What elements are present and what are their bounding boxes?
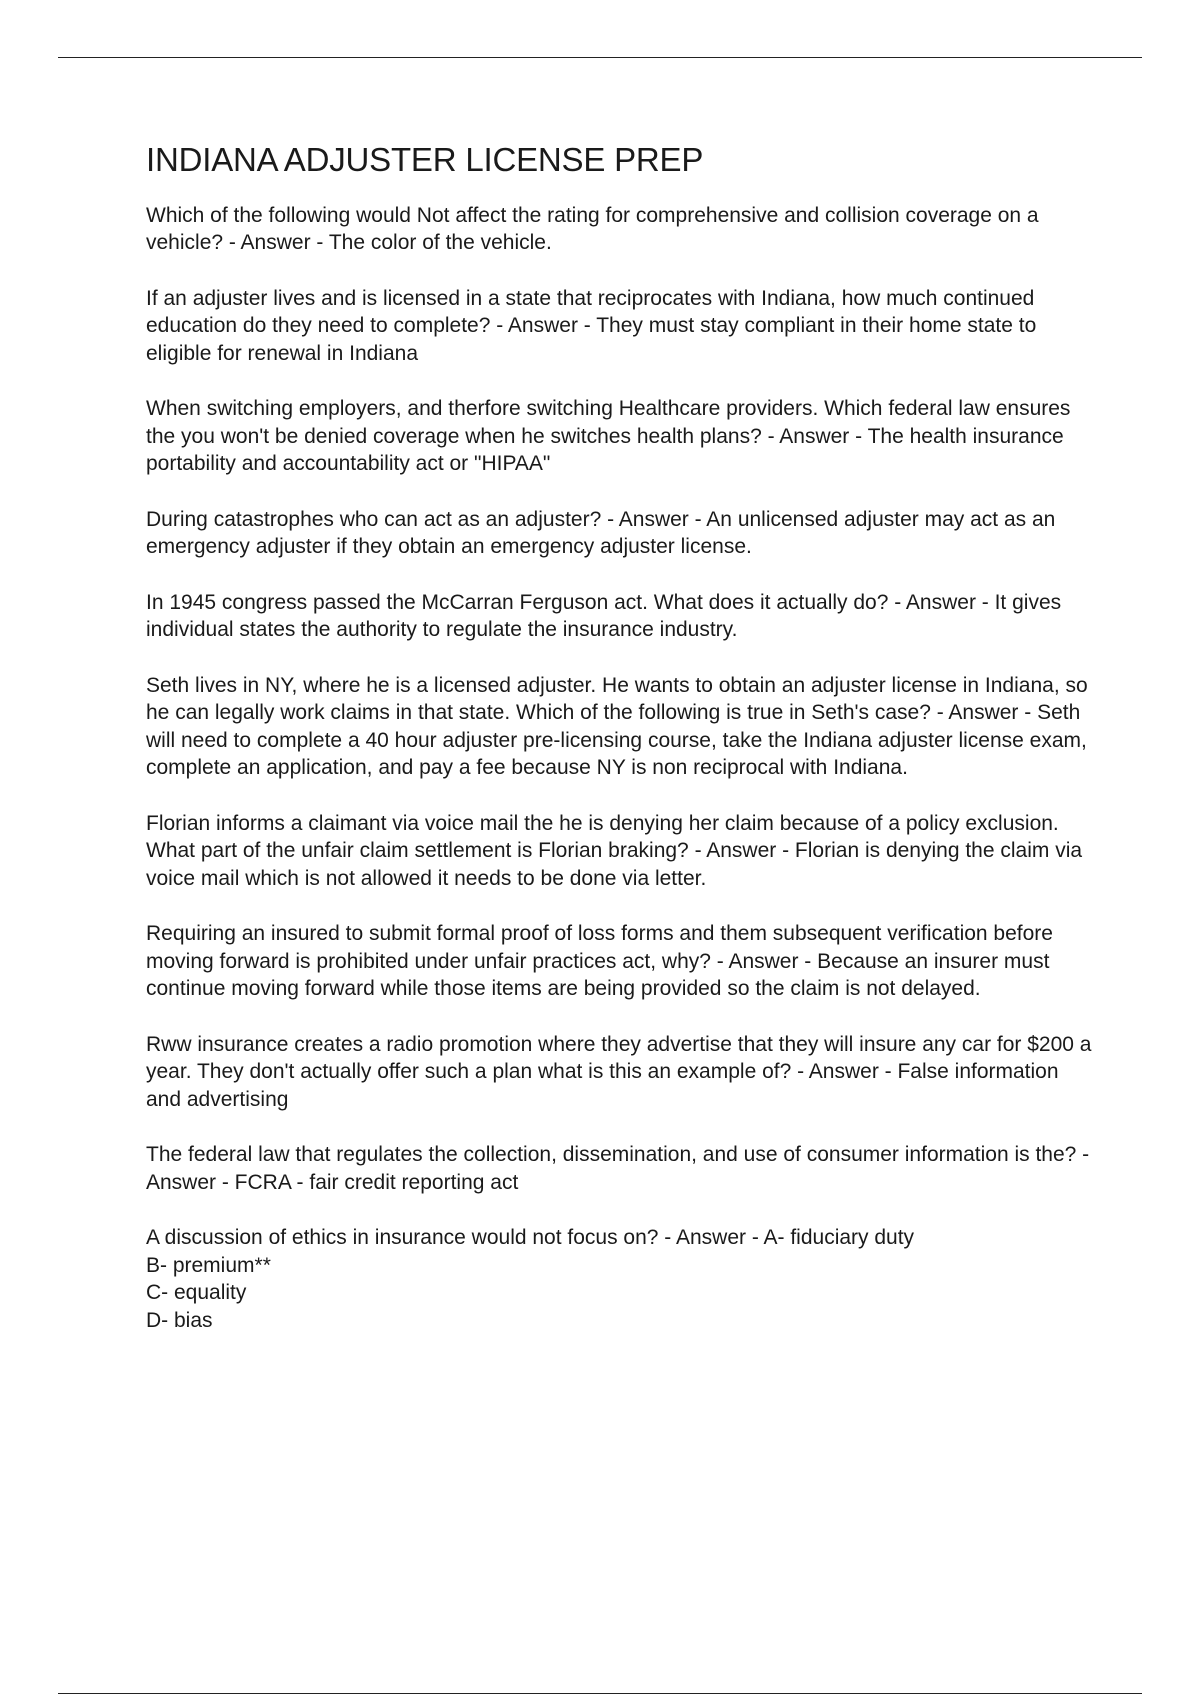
qa-item: The federal law that regulates the collection, dissemination, and use of consumer information is the? - Answer - FCRA - fair credit reporting act [146, 1143, 1090, 1194]
bottom-rule [58, 1693, 1142, 1694]
qa-item: Florian informs a claimant via voice mail the he is denying her claim because of a policy exclusion. What part of the unfair claim settlement is Florian braking? - Answer - Florian is denying the claim via voice mail which is not allowed it needs to be done via letter. [146, 811, 1083, 890]
qa-item: A discussion of ethics in insurance would not focus on? - Answer - A- fiduciary duty B- premium** C- equality D- bias [146, 1226, 915, 1332]
top-rule [58, 57, 1142, 58]
document-title: INDIANA ADJUSTER LICENSE PREP [146, 141, 704, 178]
qa-item: Seth lives in NY, where he is a licensed adjuster. He wants to obtain an adjuster license in Indiana, so he can legally work claims in that state. Which of the following is true in Seth's case? - Answer - Seth will need to complete a 40 hour adjuster pre-licensing course, take the Indiana adjuster license exam, complete an application, and pay a fee because NY is non reciprocal with Indiana. [146, 673, 1088, 780]
document-body [146, 140, 1096, 1362]
qa-list [146, 202, 1096, 1335]
qa-item: During catastrophes who can act as an adjuster? - Answer - An unlicensed adjuster may act as an emergency adjuster if they obtain an emergency adjuster license. [146, 507, 1056, 559]
qa-item: When switching employers, and therfore switching Healthcare providers. Which federal law ensures the you won't be denied coverage when he switches health plans? - Answer - The health insurance portability and accountability act or "HIPAA" [146, 397, 1071, 476]
qa-item: If an adjuster lives and is licensed in a state that reciprocates with Indiana, how much continued education do they need to complete? - Answer - They must stay compliant in their home state to eligible for renewal in Indiana [146, 286, 1037, 365]
qa-item: Which of the following would Not affect the rating for comprehensive and collision coverage on a vehicle? - Answer - The color of the vehicle. [146, 203, 1039, 255]
qa-item: Rww insurance creates a radio promotion where they advertise that they will insure any car for $200 a year. They don't actually offer such a plan what is this an example of? - Answer - False information and advertising [146, 1032, 1092, 1111]
qa-item: In 1945 congress passed the McCarran Ferguson act. What does it actually do? - Answer - It gives individual states the authority to regulate the insurance industry. [146, 590, 1062, 642]
qa-item: Requiring an insured to submit formal proof of loss forms and them subsequent verification before moving forward is prohibited under unfair practices act, why? - Answer - Because an insurer must continue moving forward while those items are being provided so the claim is not delayed. [146, 922, 1053, 1001]
